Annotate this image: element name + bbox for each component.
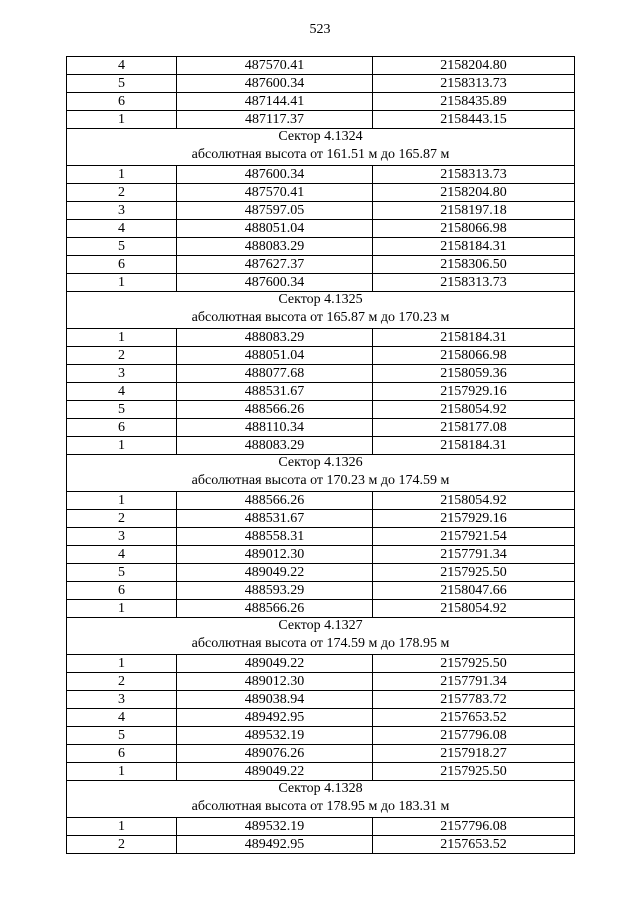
table-row [67, 202, 575, 220]
table-row [67, 836, 575, 854]
sector-altitude: абсолютная высота от 174.59 м до 178.95 м [191, 636, 450, 651]
x-coordinate-cell: 489012.30 [177, 673, 373, 691]
point-number-cell: 1 [67, 600, 177, 618]
x-coordinate-cell: 489492.95 [177, 709, 373, 727]
table-row [67, 238, 575, 256]
sector-altitude: абсолютная высота от 170.23 м до 174.59 м [191, 473, 450, 488]
y-coordinate-cell: 2157653.52 [373, 709, 575, 727]
y-coordinate-cell: 2157929.16 [373, 383, 575, 401]
table-row [67, 365, 575, 383]
y-coordinate-cell: 2158313.73 [373, 274, 575, 292]
table-row [67, 510, 575, 528]
point-number-cell: 1 [67, 166, 177, 184]
y-coordinate-cell: 2158313.73 [373, 75, 575, 93]
table-row [67, 419, 575, 437]
point-number-cell: 6 [67, 256, 177, 274]
x-coordinate-cell: 489492.95 [177, 836, 373, 854]
y-coordinate-cell: 2157791.34 [373, 673, 575, 691]
x-coordinate-cell: 487597.05 [177, 202, 373, 220]
page-number: 523 [309, 22, 331, 37]
y-coordinate-cell: 2157653.52 [373, 836, 575, 854]
table-row [67, 582, 575, 600]
x-coordinate-cell: 489012.30 [177, 546, 373, 564]
y-coordinate-cell: 2158047.66 [373, 582, 575, 600]
point-number-cell: 5 [67, 401, 177, 419]
x-coordinate-cell: 488531.67 [177, 510, 373, 528]
y-coordinate-cell: 2157796.08 [373, 818, 575, 836]
table-row [67, 673, 575, 691]
x-coordinate-cell: 488110.34 [177, 419, 373, 437]
point-number-cell: 2 [67, 836, 177, 854]
table-row [67, 437, 575, 455]
y-coordinate-cell: 2157783.72 [373, 691, 575, 709]
y-coordinate-cell: 2158443.15 [373, 111, 575, 129]
sector-title: Сектор 4.1325 [278, 292, 363, 307]
table-row [67, 745, 575, 763]
table-row [67, 564, 575, 582]
point-number-cell: 3 [67, 528, 177, 546]
table-row [67, 75, 575, 93]
point-number-cell: 6 [67, 93, 177, 111]
x-coordinate-cell: 489532.19 [177, 818, 373, 836]
y-coordinate-cell: 2157925.50 [373, 564, 575, 582]
sector-header-cell [67, 129, 575, 166]
sector-title: Сектор 4.1324 [278, 129, 363, 144]
x-coordinate-cell: 489049.22 [177, 564, 373, 582]
sector-header-row [67, 292, 575, 329]
point-number-cell: 1 [67, 763, 177, 781]
x-coordinate-cell: 488083.29 [177, 329, 373, 347]
table-row [67, 763, 575, 781]
sector-header-cell [67, 292, 575, 329]
y-coordinate-cell: 2158184.31 [373, 238, 575, 256]
x-coordinate-cell: 488566.26 [177, 600, 373, 618]
sector-title: Сектор 4.1326 [278, 455, 363, 470]
y-coordinate-cell: 2158204.80 [373, 57, 575, 75]
table-row [67, 220, 575, 238]
y-coordinate-cell: 2157796.08 [373, 727, 575, 745]
x-coordinate-cell: 488077.68 [177, 365, 373, 383]
y-coordinate-cell: 2158059.36 [373, 365, 575, 383]
sector-header-row [67, 781, 575, 818]
y-coordinate-cell: 2158197.18 [373, 202, 575, 220]
table-row [67, 709, 575, 727]
sector-header-cell [67, 618, 575, 655]
x-coordinate-cell: 487570.41 [177, 57, 373, 75]
y-coordinate-cell: 2157791.34 [373, 546, 575, 564]
point-number-cell: 1 [67, 437, 177, 455]
table-row [67, 274, 575, 292]
sector-header-row [67, 129, 575, 166]
point-number-cell: 3 [67, 691, 177, 709]
table-row [67, 166, 575, 184]
y-coordinate-cell: 2158177.08 [373, 419, 575, 437]
point-number-cell: 6 [67, 582, 177, 600]
y-coordinate-cell: 2157918.27 [373, 745, 575, 763]
table-row [67, 655, 575, 673]
y-coordinate-cell: 2157925.50 [373, 655, 575, 673]
point-number-cell: 2 [67, 347, 177, 365]
x-coordinate-cell: 489532.19 [177, 727, 373, 745]
y-coordinate-cell: 2157925.50 [373, 763, 575, 781]
table-row [67, 256, 575, 274]
table-row [67, 401, 575, 419]
table-row [67, 600, 575, 618]
x-coordinate-cell: 488593.29 [177, 582, 373, 600]
sector-header-row [67, 455, 575, 492]
x-coordinate-cell: 488531.67 [177, 383, 373, 401]
sector-altitude: абсолютная высота от 161.51 м до 165.87 м [191, 147, 450, 162]
x-coordinate-cell: 489076.26 [177, 745, 373, 763]
x-coordinate-cell: 488051.04 [177, 347, 373, 365]
table-row [67, 184, 575, 202]
x-coordinate-cell: 489038.94 [177, 691, 373, 709]
point-number-cell: 1 [67, 111, 177, 129]
y-coordinate-cell: 2158435.89 [373, 93, 575, 111]
sector-title: Сектор 4.1327 [278, 618, 363, 633]
point-number-cell: 4 [67, 220, 177, 238]
x-coordinate-cell: 488051.04 [177, 220, 373, 238]
y-coordinate-cell: 2158184.31 [373, 329, 575, 347]
point-number-cell: 6 [67, 419, 177, 437]
x-coordinate-cell: 487600.34 [177, 166, 373, 184]
point-number-cell: 1 [67, 655, 177, 673]
table-row [67, 546, 575, 564]
point-number-cell: 6 [67, 745, 177, 763]
table-row [67, 57, 575, 75]
point-number-cell: 3 [67, 202, 177, 220]
x-coordinate-cell: 488566.26 [177, 401, 373, 419]
table-row [67, 691, 575, 709]
table-row [67, 347, 575, 365]
y-coordinate-cell: 2158306.50 [373, 256, 575, 274]
y-coordinate-cell: 2157921.54 [373, 528, 575, 546]
point-number-cell: 1 [67, 329, 177, 347]
x-coordinate-cell: 489049.22 [177, 763, 373, 781]
y-coordinate-cell: 2158054.92 [373, 492, 575, 510]
coordinates-table [66, 56, 575, 854]
point-number-cell: 5 [67, 564, 177, 582]
y-coordinate-cell: 2158066.98 [373, 347, 575, 365]
point-number-cell: 2 [67, 510, 177, 528]
table-row [67, 528, 575, 546]
y-coordinate-cell: 2158313.73 [373, 166, 575, 184]
table-row [67, 383, 575, 401]
point-number-cell: 2 [67, 184, 177, 202]
y-coordinate-cell: 2157929.16 [373, 510, 575, 528]
sector-header-cell [67, 781, 575, 818]
x-coordinate-cell: 488083.29 [177, 238, 373, 256]
x-coordinate-cell: 488558.31 [177, 528, 373, 546]
point-number-cell: 4 [67, 546, 177, 564]
point-number-cell: 4 [67, 57, 177, 75]
y-coordinate-cell: 2158054.92 [373, 600, 575, 618]
x-coordinate-cell: 487570.41 [177, 184, 373, 202]
table-row [67, 329, 575, 347]
point-number-cell: 2 [67, 673, 177, 691]
sector-title: Сектор 4.1328 [278, 781, 363, 796]
coordinates-table-body [67, 57, 575, 854]
table-row [67, 111, 575, 129]
x-coordinate-cell: 487627.37 [177, 256, 373, 274]
point-number-cell: 1 [67, 274, 177, 292]
sector-header-cell [67, 455, 575, 492]
y-coordinate-cell: 2158184.31 [373, 437, 575, 455]
table-row [67, 93, 575, 111]
point-number-cell: 5 [67, 238, 177, 256]
sector-altitude: абсолютная высота от 178.95 м до 183.31 м [191, 799, 450, 814]
table-row [67, 818, 575, 836]
y-coordinate-cell: 2158204.80 [373, 184, 575, 202]
x-coordinate-cell: 487117.37 [177, 111, 373, 129]
sector-altitude: абсолютная высота от 165.87 м до 170.23 м [191, 310, 450, 325]
x-coordinate-cell: 489049.22 [177, 655, 373, 673]
y-coordinate-cell: 2158066.98 [373, 220, 575, 238]
point-number-cell: 1 [67, 818, 177, 836]
sector-header-row [67, 618, 575, 655]
point-number-cell: 1 [67, 492, 177, 510]
point-number-cell: 4 [67, 383, 177, 401]
point-number-cell: 5 [67, 75, 177, 93]
x-coordinate-cell: 487600.34 [177, 274, 373, 292]
x-coordinate-cell: 488566.26 [177, 492, 373, 510]
table-row [67, 492, 575, 510]
point-number-cell: 5 [67, 727, 177, 745]
x-coordinate-cell: 488083.29 [177, 437, 373, 455]
x-coordinate-cell: 487144.41 [177, 93, 373, 111]
x-coordinate-cell: 487600.34 [177, 75, 373, 93]
point-number-cell: 3 [67, 365, 177, 383]
table-row [67, 727, 575, 745]
y-coordinate-cell: 2158054.92 [373, 401, 575, 419]
point-number-cell: 4 [67, 709, 177, 727]
